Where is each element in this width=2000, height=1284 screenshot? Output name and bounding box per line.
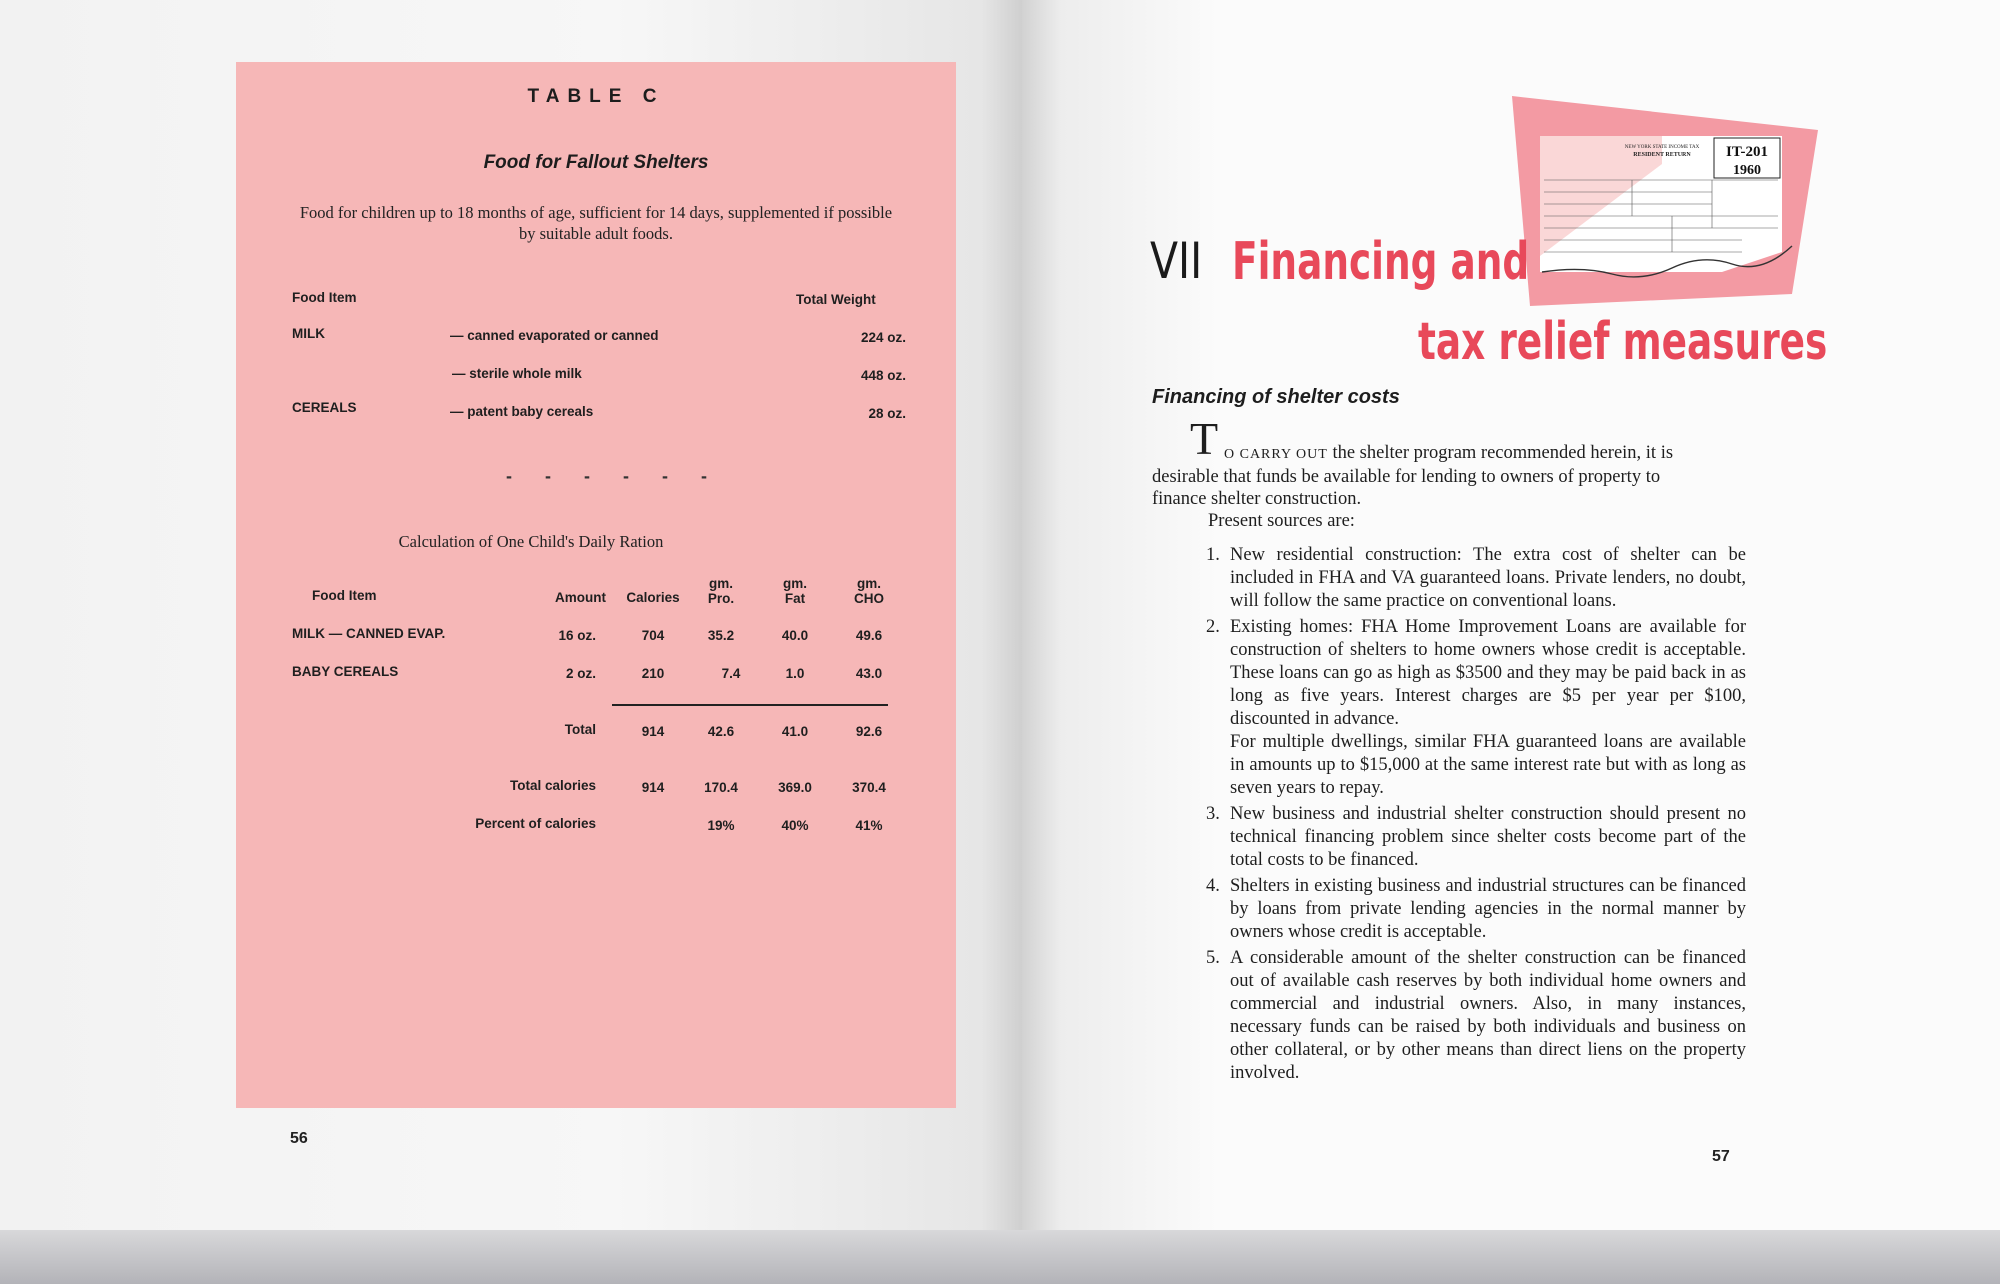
total-calories: 914	[641, 724, 665, 739]
tc-cho: 370.4	[852, 780, 886, 795]
ration-calories: 704	[641, 628, 665, 643]
form-header-line1: NEW YORK STATE INCOME TAX	[1624, 145, 1700, 150]
present-sources: Present sources are:	[1208, 511, 1355, 531]
ration-col-cho	[824, 576, 914, 606]
header-label: CHO	[854, 591, 884, 606]
chapter-title-line1: Financing and	[1232, 232, 1530, 292]
ration-amount: 16 oz.	[558, 628, 596, 643]
intro-line1	[1224, 442, 1673, 466]
chapter-title-line2: tax relief measures	[1418, 312, 1828, 372]
header-label: Pro.	[707, 591, 735, 606]
section-separator: - - - - - -	[506, 466, 721, 486]
ration-cho: 49.6	[855, 628, 883, 643]
page-number-left: 56	[290, 1130, 308, 1147]
left-page	[0, 0, 1022, 1244]
ration-col-food-item: Food Item	[312, 588, 377, 603]
table-title: TABLE C	[527, 86, 665, 107]
form-header-line2: RESIDENT RETURN	[1633, 152, 1691, 158]
total-calories-label: Total calories	[509, 778, 596, 793]
pct-fat: 40%	[781, 818, 809, 833]
percent-label: Percent of calories	[475, 816, 596, 831]
tc-calories: 914	[641, 780, 665, 795]
list-number: 2.	[1206, 617, 1220, 637]
total-rule	[612, 704, 888, 706]
food-desc: — canned evaporated or canned	[450, 328, 659, 343]
calc-title: Calculation of One Child's Daily Ration	[398, 532, 664, 551]
ration-pro: 35.2	[707, 628, 735, 643]
ration-pro: 7.4	[721, 666, 741, 681]
list-item	[1206, 875, 1746, 944]
header-unit: gm.	[782, 576, 807, 591]
list-item	[1206, 803, 1746, 872]
table-subtitle: Food for Fallout Shelters	[483, 152, 709, 173]
food-item-milk: MILK	[292, 326, 325, 341]
header-label: Fat	[784, 591, 806, 606]
ration-cho: 43.0	[855, 666, 883, 681]
total-fat: 41.0	[781, 724, 809, 739]
ration-col-amount: Amount	[555, 590, 606, 605]
tc-pro: 170.4	[704, 780, 738, 795]
food-desc: — patent baby cereals	[450, 404, 594, 419]
table-c-panel	[236, 62, 956, 1108]
food-item-cereals: CEREALS	[292, 400, 357, 415]
list-item	[1206, 947, 1746, 1085]
list-number: 3.	[1206, 804, 1220, 824]
ration-col-calories: Calories	[626, 590, 680, 605]
list-text: Shelters in existing business and industrial structures can be financed by loans from private lending agencies in the normal manner by owners whose credit is acceptable.	[1230, 876, 1746, 942]
food-weight: 28 oz.	[868, 406, 906, 421]
list-number: 5.	[1206, 948, 1220, 968]
tax-form-illustration	[1512, 96, 1818, 306]
food-weight: 224 oz.	[860, 330, 906, 345]
col-total-weight: Total Weight	[796, 292, 876, 307]
intro-rest: the shelter program recommended herein, it is	[1332, 443, 1674, 463]
ration-item: MILK — CANNED EVAP.	[292, 626, 446, 641]
tc-fat: 369.0	[778, 780, 812, 795]
total-pro: 42.6	[707, 724, 735, 739]
list-text: Existing homes: FHA Home Improvement Loans are available for construction of shelters to home owners whose credit is acceptable. These loans can go as high as $3500 and they may be paid back in as long as five years. Interest charges are $5 per year per $100, discounted in advance.	[1230, 617, 1746, 729]
ration-amount: 2 oz.	[565, 666, 596, 681]
drop-cap: T	[1190, 413, 1219, 464]
section-heading: Financing of shelter costs	[1152, 386, 1400, 408]
col-food-item: Food Item	[292, 290, 357, 305]
list-text: A considerable amount of the shelter construction can be financed out of available cash reserves by both individual home owners and commercial and industrial owners. Also, in many instances, necessary funds can be raised by both individuals and business on other collateral, or by other means than direct liens on the property involved.	[1230, 948, 1746, 1083]
ration-fat: 40.0	[781, 628, 809, 643]
header-unit: gm.	[708, 576, 733, 591]
chapter-roman-numeral: VII	[1150, 232, 1203, 290]
intro-line2: desirable that funds be available for lending to owners of property to	[1152, 467, 1661, 487]
intro-smallcaps: O CARRY OUT	[1224, 447, 1328, 462]
intro-line3: finance shelter construction.	[1152, 489, 1362, 509]
ration-calories: 210	[641, 666, 665, 681]
total-label: Total	[564, 722, 596, 737]
pct-pro: 19%	[707, 818, 735, 833]
table-note: Food for children up to 18 months of age, sufficient for 14 days, supplemented if possible by suitable adult foods.	[299, 203, 893, 243]
page-bottom-shadow	[0, 1230, 2000, 1284]
form-number: IT-201	[1726, 144, 1768, 160]
form-year: 1960	[1733, 163, 1761, 178]
list-item	[1206, 616, 1746, 800]
ration-fat: 1.0	[785, 666, 805, 681]
total-cho: 92.6	[855, 724, 883, 739]
list-number: 1.	[1206, 545, 1220, 565]
ration-item: BABY CEREALS	[292, 664, 399, 679]
food-weight: 448 oz.	[860, 368, 906, 383]
food-desc: — sterile whole milk	[452, 366, 582, 381]
pct-cho: 41%	[855, 818, 883, 833]
list-text-continued: For multiple dwellings, similar FHA guaranteed loans are available in amounts up to $15,000 at the same interest rate but with as long as seven years to repay.	[1230, 732, 1746, 798]
header-unit: gm.	[856, 576, 881, 591]
list-text: New business and industrial shelter construction should present no technical financing problem since shelter costs become part of the total costs to be financed.	[1230, 804, 1746, 870]
sources-list	[1206, 544, 1746, 1088]
page-number-right: 57	[1712, 1148, 1730, 1165]
list-text: New residential construction: The extra cost of shelter can be included in FHA and VA guaranteed loans. Private lenders, no doubt, will follow the same practice on conventional loans.	[1230, 545, 1746, 611]
list-item	[1206, 544, 1746, 613]
list-number: 4.	[1206, 876, 1220, 896]
